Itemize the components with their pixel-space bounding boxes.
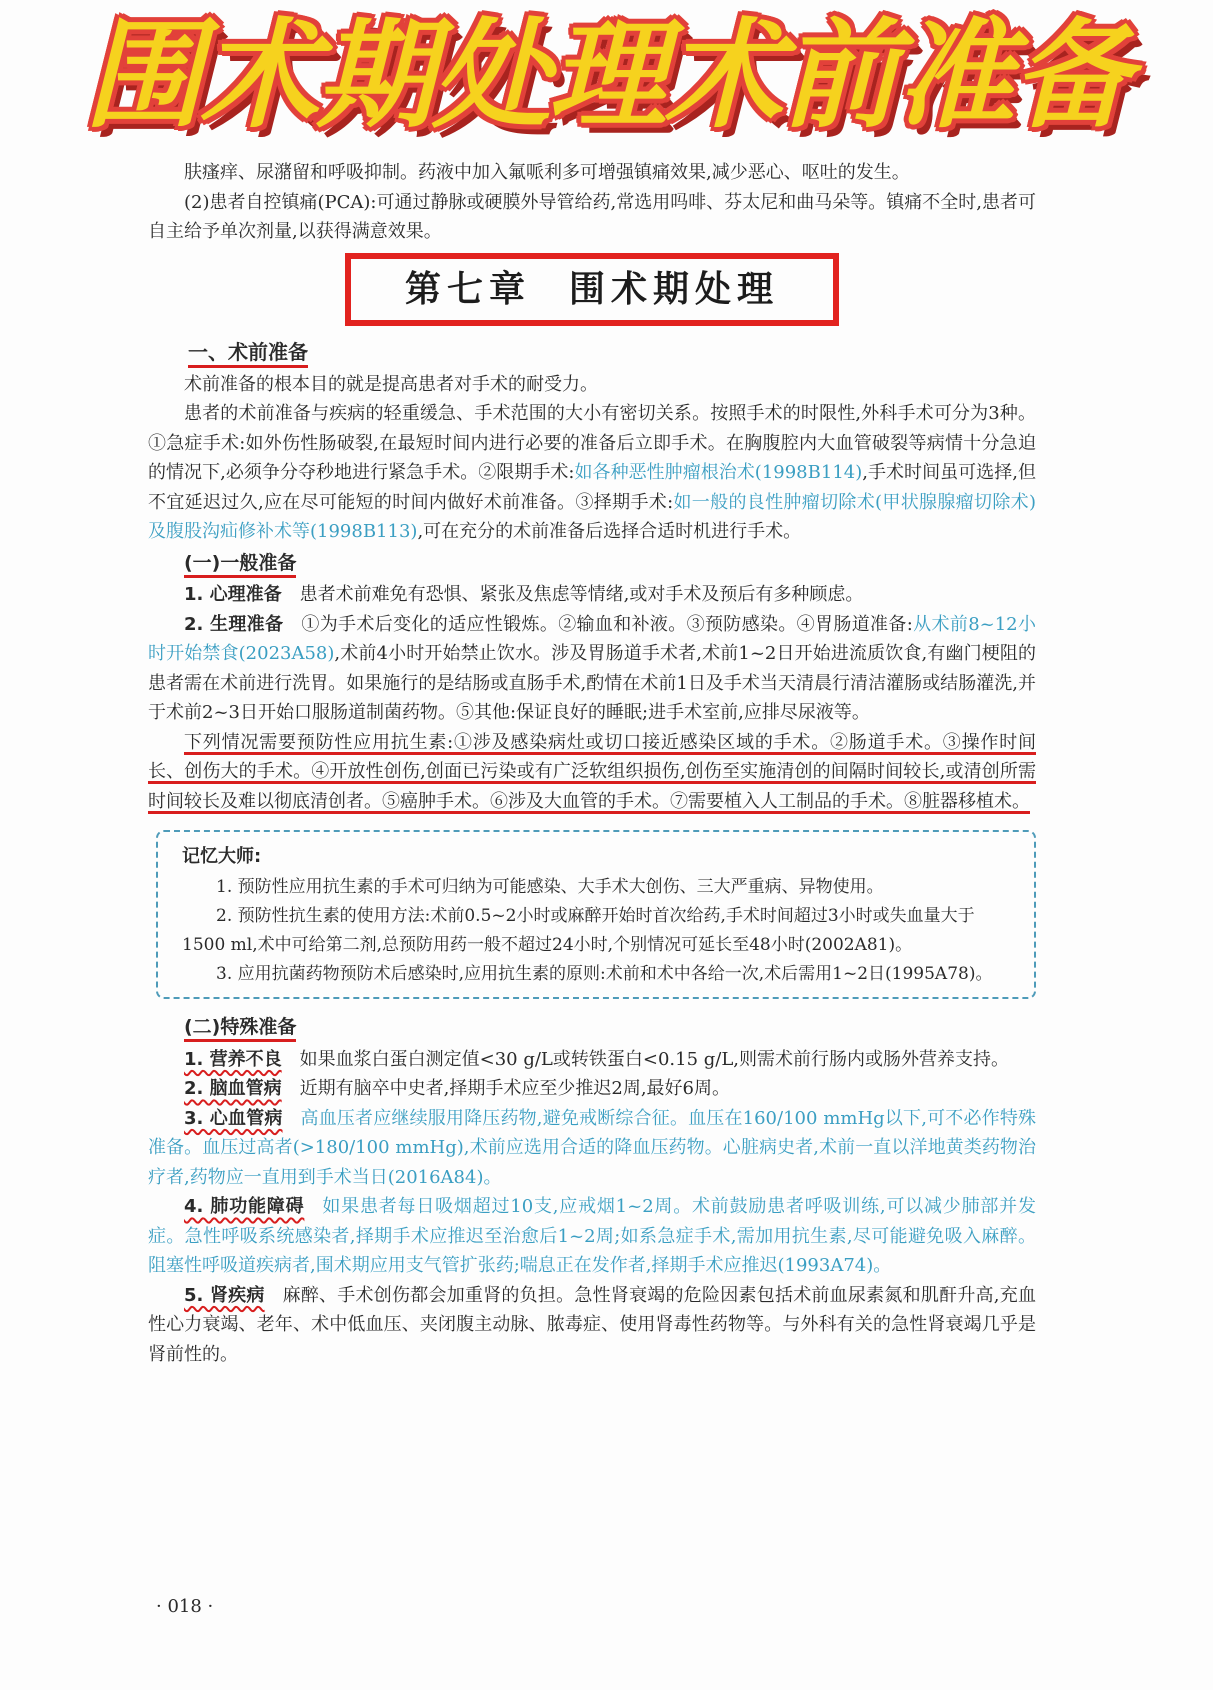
kidney-item: 5. 肾疾病 麻醉、手术创伤都会加重肾的负担。急性肾衰竭的危险因素包括术前血尿素氮和肌酐升高,充血性心力衰竭、老年、术中低血压、夹闭腹主动脉、脓毒症、使用肾毒性药物等。与外科有关的急性肾衰竭几乎是肾前性的。 [148, 1284, 1036, 1365]
cerebro-item: 2. 脑血管病 近期有脑卒中史者,择期手术应至少推迟2周,最好6周。 [184, 1078, 730, 1099]
section-paragraph-1: 术前准备的根本目的就是提高患者对手术的耐受力。 [184, 373, 598, 395]
nutrition-item: 1. 营养不良 如果血浆白蛋白测定值<30 g/L或转铁蛋白<0.15 g/L,则需术前行肠内或肠外营养支持。 [184, 1048, 1010, 1070]
antibiotic-paragraph: 下列情况需要预防性应用抗生素:①涉及感染病灶或切口接近感染区域的手术。②肠道手术。③操作时间长、创伤大的手术。④开放性创伤,创面已污染或有广泛软组织损伤,创伤至实施清创的间隔时间较长,或清创所需时间较长及难以彻底清创者。⑤癌肿手术。⑥涉及大血管的手术。⑦需要植入人工制品的手术。⑧脏器移植术。 [148, 731, 1036, 812]
cardio-item: 3. 心血管病 高血压者应继续服用降压药物,避免戒断综合征。血压在160/100 mmHg以下,可不必作特殊准备。血压过高者(>180/100 mmHg),术前应选用合适的降血压药物。心脏病史者,术前一直以洋地黄类药物治疗者,药物应一直用到手术当日(2016A84)。 [148, 1107, 1036, 1188]
chapter-number: 第七章 [404, 267, 531, 310]
phys-prep: 2. 生理准备 ①为手术后变化的适应性锻炼。②输血和补液。③预防感染。④胃肠道准备:从术前8~12小时开始禁食(2023A58),术前4小时开始禁止饮水。涉及胃肠道手术者,术前1~2日开始进流质饮食,有幽门梗阻的患者需在术前进行洗胃。如果施行的是结肠或直肠手术,酌情在术前1日及手术当天清晨行清洁灌肠或结肠灌洗,并于术前2~3日开始口服肠道制菌药物。⑤其他:保证良好的睡眠;进手术室前,应排尽尿液等。 [148, 613, 1036, 723]
subsection-title-special: (二)特殊准备 [184, 1013, 1036, 1043]
lung-item: 4. 肺功能障碍 如果患者每日吸烟超过10支,应戒烟1~2周。术前鼓励患者呼吸训练,可以减少肺部并发症。急性呼吸系统感染者,择期手术应推迟至治愈后1~2周;如系急症手术,需加用抗生素,尽可能避免吸入麻醉。阻塞性呼吸道疾病者,围术期应用支气管扩张药;喘息正在发作者,择期手术应推迟(1993A74)。 [148, 1196, 1036, 1276]
top-line-2: (2)患者自控镇痛(PCA):可通过静脉或硬膜外导管给药,常选用吗啡、芬太尼和曲马朵等。镇痛不全时,患者可自主给予单次剂量,以获得满意效果。 [148, 191, 1036, 242]
section-title-preop: 一、术前准备 [188, 338, 1036, 368]
section-paragraph-2: 患者的术前准备与疾病的轻重缓急、手术范围的大小有密切关系。按照手术的时限性,外科手术可分为3种。①急症手术:如外伤性肠破裂,在最短时间内进行必要的准备后立即手术。在胸腹腔内大血管破裂等病情十分急迫的情况下,必须争分夺秒地进行紧急手术。②限期手术:如各种恶性肿瘤根治术(1998B114),手术时间虽可选择,但不宜延迟过久,应在尽可能短的时间内做好术前准备。③择期手术:如一般的良性肿瘤切除术(甲状腺腺瘤切除术)及腹股沟疝修补术等(1998B113),可在充分的术前准备后选择合适时机进行手术。 [148, 403, 1036, 542]
chapter-heading [148, 253, 1036, 327]
psych-prep: 1. 心理准备 患者术前难免有恐惧、紧张及焦虑等情绪,或对手术及预后有多种顾虑。 [184, 584, 864, 605]
chapter-title: 围术期处理 [569, 267, 780, 310]
memory-title: 记忆大师: [182, 846, 262, 867]
memory-item: 1. 预防性应用抗生素的手术可归纳为可能感染、大手术大创伤、三大严重病、异物使用。 [216, 877, 884, 897]
chapter-box [345, 253, 839, 327]
document-page [148, 158, 1036, 1369]
subsection-title-general: (一)一般准备 [184, 549, 1036, 579]
memory-item: 3. 应用抗菌药物预防术后感染时,应用抗生素的原则:术前和术中各给一次,术后需用1~2日(1995A78)。 [216, 964, 993, 984]
memory-box [156, 830, 1036, 999]
memory-item: 2. 预防性抗生素的使用方法:术前0.5~2小时或麻醉开始时首次给药,手术时间超过3小时或失血量大于1500 ml,术中可给第二剂,总预防用药一般不超过24小时,个别情况可延长至48小时(2002A81)。 [182, 906, 975, 955]
page-number: · 018 · [156, 1596, 214, 1617]
banner-title: 围术期处理术前准备 [84, 6, 1129, 144]
top-line-1: 肤瘙痒、尿潴留和呼吸抑制。药液中加入氟哌利多可增强镇痛效果,减少恶心、呕吐的发生。 [184, 162, 910, 183]
